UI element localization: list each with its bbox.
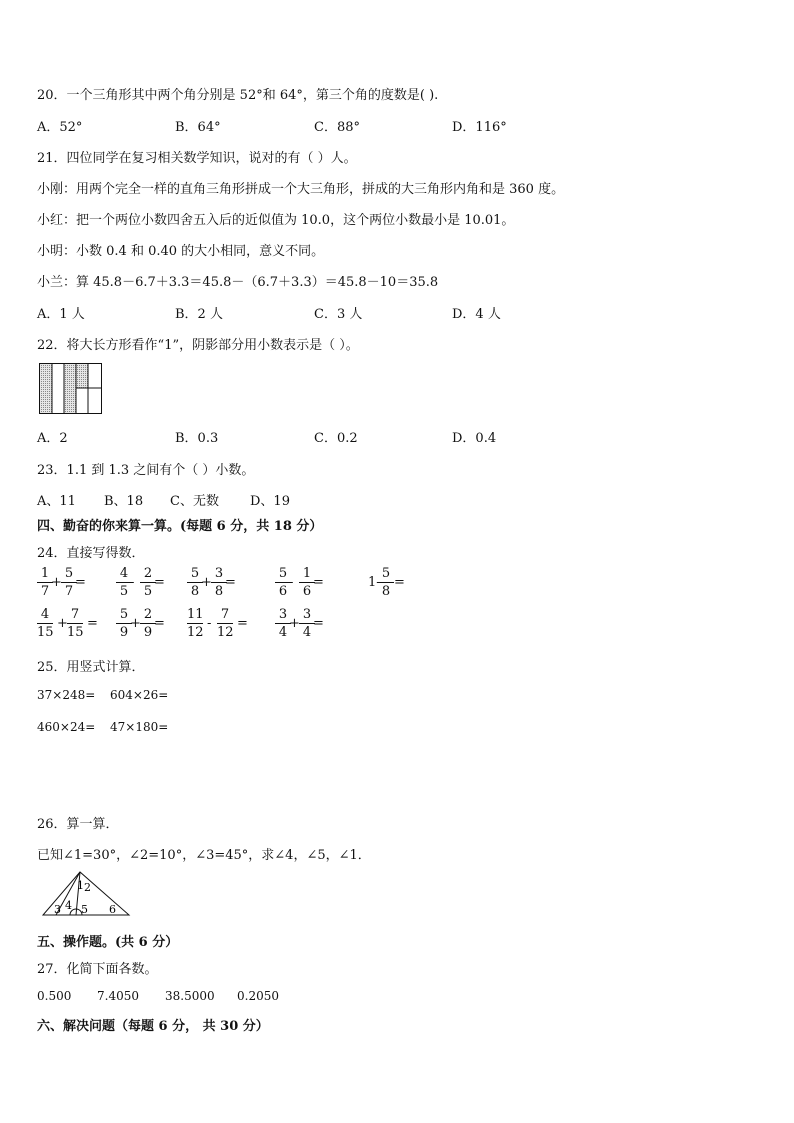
angle-label-6: 6: [109, 903, 116, 916]
q20-stem: 20．一个三角形其中两个角分别是 52°和 64°，第三个角的度数是( ).: [37, 88, 439, 103]
q25-item-3: 460×24=: [37, 720, 96, 734]
angle-label-3: 3: [54, 903, 61, 916]
q20-option-a: A．52°: [37, 120, 83, 135]
q24-row2-3-fraction-a: 11 12: [187, 607, 204, 640]
q27-stem: 27．化简下面各数。: [37, 962, 158, 977]
q24-row1-4-fraction-a: 5 6: [275, 566, 291, 599]
q21-statement-xiaohong: 小红：把一个两位小数四舍五入后的近似值为 10.0，这个两位小数最小是 10.01。: [37, 213, 515, 228]
q23-option-a: A、11: [37, 494, 76, 509]
q24-row2-1-fraction-a: 4 15: [37, 607, 54, 640]
q21-option-d: D．4 人: [452, 307, 501, 322]
q24-row2-1-fraction-b: 7 15: [67, 607, 84, 640]
q24-row2-2-fraction-a: 5 9: [116, 607, 132, 640]
q21-option-c: C．3 人: [314, 307, 363, 322]
section-4-heading: 四、勤奋的你来算一算。(每题 6 分，共 18 分）: [37, 519, 323, 534]
q24-stem: 24．直接写得数．: [37, 546, 145, 561]
q24-row1-1-fraction-a: 1 7: [37, 566, 53, 599]
q24-row2-4-fraction-b: 3 4: [299, 607, 315, 640]
q22-stem: 22．将大长方形看作“1”，阴影部分用小数表示是（ ）。: [37, 338, 359, 353]
q24-row1-1-fraction-b: 5 7: [61, 566, 77, 599]
q20-option-c: C．88°: [314, 120, 360, 135]
q24-row1-4-fraction-b: 1 6: [299, 566, 315, 599]
q27-item-3: 38.5000: [165, 989, 215, 1003]
q24-row2-4-equals: =: [313, 616, 324, 631]
q24-row1-3-equals: =: [225, 575, 236, 590]
q21-statement-xiaogang: 小刚：用两个完全一样的直角三角形拼成一个大三角形，拼成的大三角形内角和是 360 度。: [37, 182, 565, 197]
q23-option-c: C、无数: [170, 494, 219, 509]
angle-label-2: 2: [84, 881, 91, 894]
q25-item-2: 604×26=: [110, 688, 169, 702]
q23-option-b: B、18: [104, 494, 144, 509]
q24-row1-2-fraction-b: 2 5: [140, 566, 156, 599]
q21-option-b: B．2 人: [175, 307, 223, 322]
q24-row1-3-fraction-a: 5 8: [187, 566, 203, 599]
q24-row1-2-equals: =: [154, 575, 165, 590]
q24-row1-3-operator: +: [201, 575, 212, 590]
q22-option-b: B．0.3: [175, 431, 219, 446]
q26-stem: 26．算一算．: [37, 817, 119, 832]
q24-row2-3-fraction-b: 7 12: [217, 607, 234, 640]
q25-item-4: 47×180=: [110, 720, 169, 734]
q24-row2-4-fraction-a: 3 4: [275, 607, 291, 640]
q24-row1-2-fraction-a: 4 5: [116, 566, 132, 599]
q24-row2-2-fraction-b: 2 9: [140, 607, 156, 640]
q24-row1-5-fraction-b: 5 8: [378, 566, 394, 599]
q27-item-2: 7.4050: [97, 989, 139, 1003]
q24-row1-4-equals: =: [313, 575, 324, 590]
q24-row1-1-operator: +: [51, 575, 62, 590]
angle-label-1: 1: [77, 879, 84, 892]
q20-option-d: D．116°: [452, 120, 507, 135]
q27-item-1: 0.500: [37, 989, 72, 1003]
q23-stem: 23．1.1 到 1.3 之间有个（ ）小数。: [37, 463, 255, 478]
q21-statement-xiaolan: 小兰：算 45.8－6.7＋3.3＝45.8－（6.7＋3.3）＝45.8－10＝35.8: [37, 275, 439, 290]
q24-row2-3-operator: -: [207, 616, 212, 631]
q24-row2-3-equals: =: [237, 616, 248, 631]
q20-option-b: B．64°: [175, 120, 221, 135]
triangle-angle-figure: [40, 868, 132, 918]
q25-stem: 25．用竖式计算．: [37, 660, 145, 675]
q24-row1-5-lead: 1-: [368, 575, 381, 590]
q22-option-c: C．0.2: [314, 431, 358, 446]
q24-row2-2-operator: +: [130, 616, 141, 631]
q22-option-d: D．0.4: [452, 431, 497, 446]
shaded-rectangle-figure: [39, 363, 103, 415]
q24-row1-5-equals: =: [394, 575, 405, 590]
q21-statement-xiaoming: 小明：小数 0.4 和 0.40 的大小相同，意义不同。: [37, 244, 325, 259]
q21-stem: 21．四位同学在复习相关数学知识，说对的有（ ）人。: [37, 151, 357, 166]
q24-row1-3-fraction-b: 3 8: [211, 566, 227, 599]
q24-row1-4-operator: -: [289, 575, 294, 590]
q24-row2-4-operator: +: [289, 616, 300, 631]
q24-row1-1-equals: =: [75, 575, 86, 590]
q24-row2-2-equals: =: [154, 616, 165, 631]
q27-item-4: 0.2050: [237, 989, 279, 1003]
q25-item-1: 37×248=: [37, 688, 96, 702]
section-6-heading: 六、解决问题（每题 6 分， 共 30 分）: [37, 1019, 269, 1034]
q26-given: 已知∠1=30°，∠2=10°，∠3=45°，求∠4，∠5，∠1．: [37, 848, 371, 863]
q24-row2-1-equals: =: [87, 616, 98, 631]
q24-row1-2-operator: -: [130, 575, 135, 590]
q24-row2-1-operator: +: [57, 616, 68, 631]
q23-option-d: D、19: [250, 494, 290, 509]
angle-label-5: 5: [81, 903, 88, 916]
q21-option-a: A．1 人: [37, 307, 85, 322]
q22-option-a: A．2: [37, 431, 68, 446]
angle-label-4: 4: [65, 899, 72, 912]
section-5-heading: 五、操作题。(共 6 分）: [37, 935, 179, 950]
